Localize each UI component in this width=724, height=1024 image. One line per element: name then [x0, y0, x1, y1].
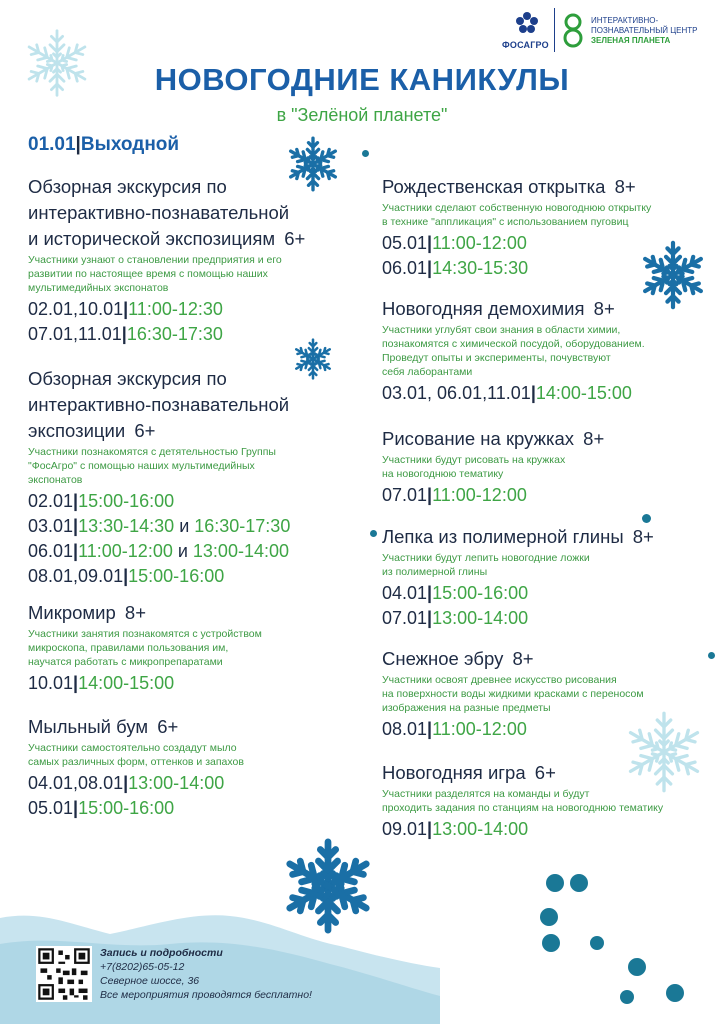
event-card	[28, 174, 358, 347]
event-title-line: Новогодняя игра 6+	[382, 762, 556, 783]
event-schedule	[382, 817, 712, 842]
event-title-line: Микромир 8+	[28, 602, 146, 623]
event-description: Участники будут рисовать на кружках на новогоднюю тематику	[382, 454, 566, 480]
schedule-time: 14:30-15:30	[432, 258, 529, 278]
schedule-time: 11:00-12:30	[128, 299, 223, 319]
event-title-line: Снежное эбру 8+	[382, 648, 534, 669]
event-title	[382, 646, 712, 672]
holiday-notice: 01.01|Выходной	[28, 134, 180, 155]
event-title-line: интерактивно-познавательной	[28, 394, 290, 415]
decor-dot	[546, 874, 564, 892]
event-schedule	[382, 381, 712, 406]
schedule-time: 13:00-14:00	[432, 608, 529, 628]
schedule-dates: 07.01	[382, 485, 428, 505]
event-card	[28, 366, 358, 589]
event-title	[28, 174, 358, 252]
schedule-dates: 07.01	[382, 608, 428, 628]
schedule-dates: 06.01	[382, 258, 428, 278]
contact-address: Северное шоссе, 36	[100, 975, 200, 987]
event-title-line: Новогодняя демохимия 8+	[382, 298, 615, 319]
schedule-time: 13:00-14:00	[432, 819, 529, 839]
event-title	[382, 760, 712, 786]
event-description: Участники разделятся на команды и будут проходить задания по станциям на новогоднюю тематику	[382, 788, 664, 814]
event-description: Участники будут лепить новогодние ложки из полимерной глины	[382, 552, 590, 578]
contact-title: Запись и подробности	[100, 947, 223, 959]
event-description: Участники сделают собственную новогоднюю открытку в технике "аппликация" с использованием пуговиц	[382, 202, 652, 228]
page-subtitle: в "Зелёной планете"	[276, 105, 448, 125]
schedule-dates: 07.01,11.01	[28, 324, 122, 344]
decor-dot	[370, 530, 377, 537]
schedule-time: 14:00-15:00	[78, 673, 175, 693]
event-title	[382, 296, 712, 322]
age-rating: 8+	[632, 526, 654, 547]
event-schedule	[28, 771, 358, 821]
schedule-dates: 03.01, 06.01,11.01	[382, 383, 531, 403]
logo-divider	[554, 8, 555, 52]
age-rating: 8+	[124, 602, 146, 623]
event-description: Участники познакомятся с детятельностью Группы "ФосАгро" с помощью наших мультимедийных экспонатов	[28, 446, 276, 486]
qr-code-icon[interactable]	[36, 946, 92, 1002]
event-title-line: Мыльный бум 6+	[28, 716, 179, 737]
event-schedule	[382, 717, 712, 742]
decor-dot	[620, 990, 634, 1004]
schedule-dates: 03.01	[28, 516, 74, 536]
schedule-dates: 08.01	[382, 719, 428, 739]
phosagro-logo-text: ФОСАГРО	[502, 40, 549, 50]
contact-phone[interactable]: +7(8202)65-05-12	[100, 961, 185, 973]
contact-note: Все мероприятия проводятся бесплатно!	[100, 989, 312, 1001]
schedule-dates: 02.01,10.01	[28, 299, 124, 319]
schedule-row: 05.01|11:00-12:00	[382, 233, 527, 253]
event-title-line: и исторической экспозициям 6+	[28, 228, 306, 249]
schedule-dates: 05.01	[382, 233, 428, 253]
schedule-time: 15:00-16:00	[78, 491, 175, 511]
green-planet-logo-text: ИНТЕРАКТИВНО- ПОЗНАВАТЕЛЬНЫЙ ЦЕНТР ЗЕЛЕНАЯ ПЛАНЕТА	[591, 16, 698, 45]
event-schedule	[28, 297, 358, 347]
event-description: Участники узнают о становлении предприятия и его развитии по настоящее время с помощью наших мультимедийных экспонатов	[28, 254, 282, 294]
header-logos	[498, 8, 718, 52]
event-card	[382, 296, 712, 406]
event-schedule	[28, 671, 358, 696]
decor-dot	[590, 936, 604, 950]
schedule-row: 07.01|11:00-12:00	[382, 485, 527, 505]
decor-dot	[570, 874, 588, 892]
event-schedule	[28, 489, 358, 589]
event-card	[382, 426, 712, 508]
event-schedule	[382, 483, 712, 508]
age-rating: 8+	[583, 428, 605, 449]
schedule-row: 08.01,09.01|15:00-16:00	[28, 566, 225, 586]
decor-dot	[540, 908, 558, 926]
schedule-dates: 08.01,09.01	[28, 566, 124, 586]
event-title	[382, 174, 712, 200]
schedule-row: 06.01|11:00-12:00 и 13:00-14:00	[28, 541, 289, 561]
event-title-line: экспозиции 6+	[28, 420, 156, 441]
schedule-row: 02.01,10.01|11:00-12:30	[28, 299, 223, 319]
schedule-time: 15:00-16:00	[128, 566, 225, 586]
event-title	[28, 366, 358, 444]
schedule-row: 05.01|15:00-16:00	[28, 798, 175, 818]
schedule-dates: 09.01	[382, 819, 428, 839]
schedule-time: 14:00-15:00	[535, 383, 632, 403]
schedule-dates: 05.01	[28, 798, 74, 818]
phosagro-logo-icon	[514, 10, 540, 36]
schedule-time: 11:00-12:00	[432, 719, 527, 739]
contact-info	[100, 946, 312, 1002]
decor-dot	[628, 958, 646, 976]
event-title-line: Обзорная экскурсия по	[28, 368, 227, 389]
event-card	[382, 646, 712, 742]
contact-block	[36, 946, 436, 1012]
event-description: Участники самостоятельно создадут мыло самых различных форм, оттенков и запахов	[28, 742, 244, 768]
decor-dot	[362, 150, 369, 157]
event-title-line: Лепка из полимерной глины 8+	[382, 526, 654, 547]
event-description: Участники занятия познакомятся с устройством микроскопа, правилами пользования им, научатся работать с микропрепаратами	[28, 628, 262, 668]
schedule-time: 15:00-16:00	[432, 583, 529, 603]
event-description: Участники освоят древнее искусство рисования на поверхности воды жидкими красками с переносом изображения на разные предметы	[382, 674, 644, 714]
schedule-time: 13:30-14:30 и 16:30-17:30	[78, 516, 291, 536]
event-description: Участники углубят свои знания в области химии, познакомятся с химической посудой, оборудованием. Проведут опыты и эксперименты, почувствуют себя лаборантами	[382, 324, 645, 378]
event-title-line: Рисование на кружках 8+	[382, 428, 605, 449]
schedule-row: 09.01|13:00-14:00	[382, 819, 529, 839]
age-rating: 8+	[593, 298, 615, 319]
event-card	[382, 524, 712, 631]
event-schedule	[382, 581, 712, 631]
schedule-time: 11:00-12:00 и 13:00-14:00	[78, 541, 289, 561]
event-card	[382, 760, 712, 842]
event-title-line: Обзорная экскурсия по	[28, 176, 227, 197]
decor-dot	[642, 514, 651, 523]
event-schedule	[382, 231, 712, 281]
schedule-dates: 02.01	[28, 491, 74, 511]
event-card	[28, 600, 358, 696]
schedule-time: 16:30-17:30	[126, 324, 223, 344]
age-rating: 6+	[134, 420, 156, 441]
schedule-dates: 04.01	[382, 583, 428, 603]
schedule-row: 03.01, 06.01,11.01|14:00-15:00	[382, 383, 632, 403]
decor-dot	[542, 934, 560, 952]
schedule-time: 11:00-12:00	[432, 233, 527, 253]
green-planet-logo-icon	[562, 12, 584, 48]
age-rating: 6+	[284, 228, 306, 249]
schedule-time: 11:00-12:00	[432, 485, 527, 505]
page-title: НОВОГОДНИЕ КАНИКУЛЫ	[154, 62, 570, 97]
schedule-row: 03.01|13:30-14:30 и 16:30-17:30	[28, 516, 291, 536]
schedule-row: 04.01|15:00-16:00	[382, 583, 529, 603]
schedule-row: 02.01|15:00-16:00	[28, 491, 175, 511]
schedule-row: 07.01,11.01|16:30-17:30	[28, 324, 223, 344]
event-title	[382, 524, 712, 550]
event-title	[382, 426, 712, 452]
schedule-dates: 06.01	[28, 541, 74, 561]
schedule-dates: 04.01,08.01	[28, 773, 124, 793]
age-rating: 8+	[512, 648, 534, 669]
age-rating: 6+	[534, 762, 556, 783]
schedule-time: 13:00-14:00	[128, 773, 225, 793]
age-rating: 8+	[614, 176, 636, 197]
schedule-dates: 10.01	[28, 673, 74, 693]
decor-dot	[666, 984, 684, 1002]
event-title	[28, 714, 358, 740]
event-title-line: интерактивно-познавательной	[28, 202, 290, 223]
schedule-time: 15:00-16:00	[78, 798, 175, 818]
schedule-row: 07.01|13:00-14:00	[382, 608, 529, 628]
schedule-row: 04.01,08.01|13:00-14:00	[28, 773, 225, 793]
schedule-row: 06.01|14:30-15:30	[382, 258, 529, 278]
event-title	[28, 600, 358, 626]
schedule-row: 08.01|11:00-12:00	[382, 719, 527, 739]
age-rating: 6+	[157, 716, 179, 737]
event-card	[382, 174, 712, 281]
schedule-row: 10.01|14:00-15:00	[28, 673, 175, 693]
event-card	[28, 714, 358, 821]
event-title-line: Рождественская открытка 8+	[382, 176, 636, 197]
